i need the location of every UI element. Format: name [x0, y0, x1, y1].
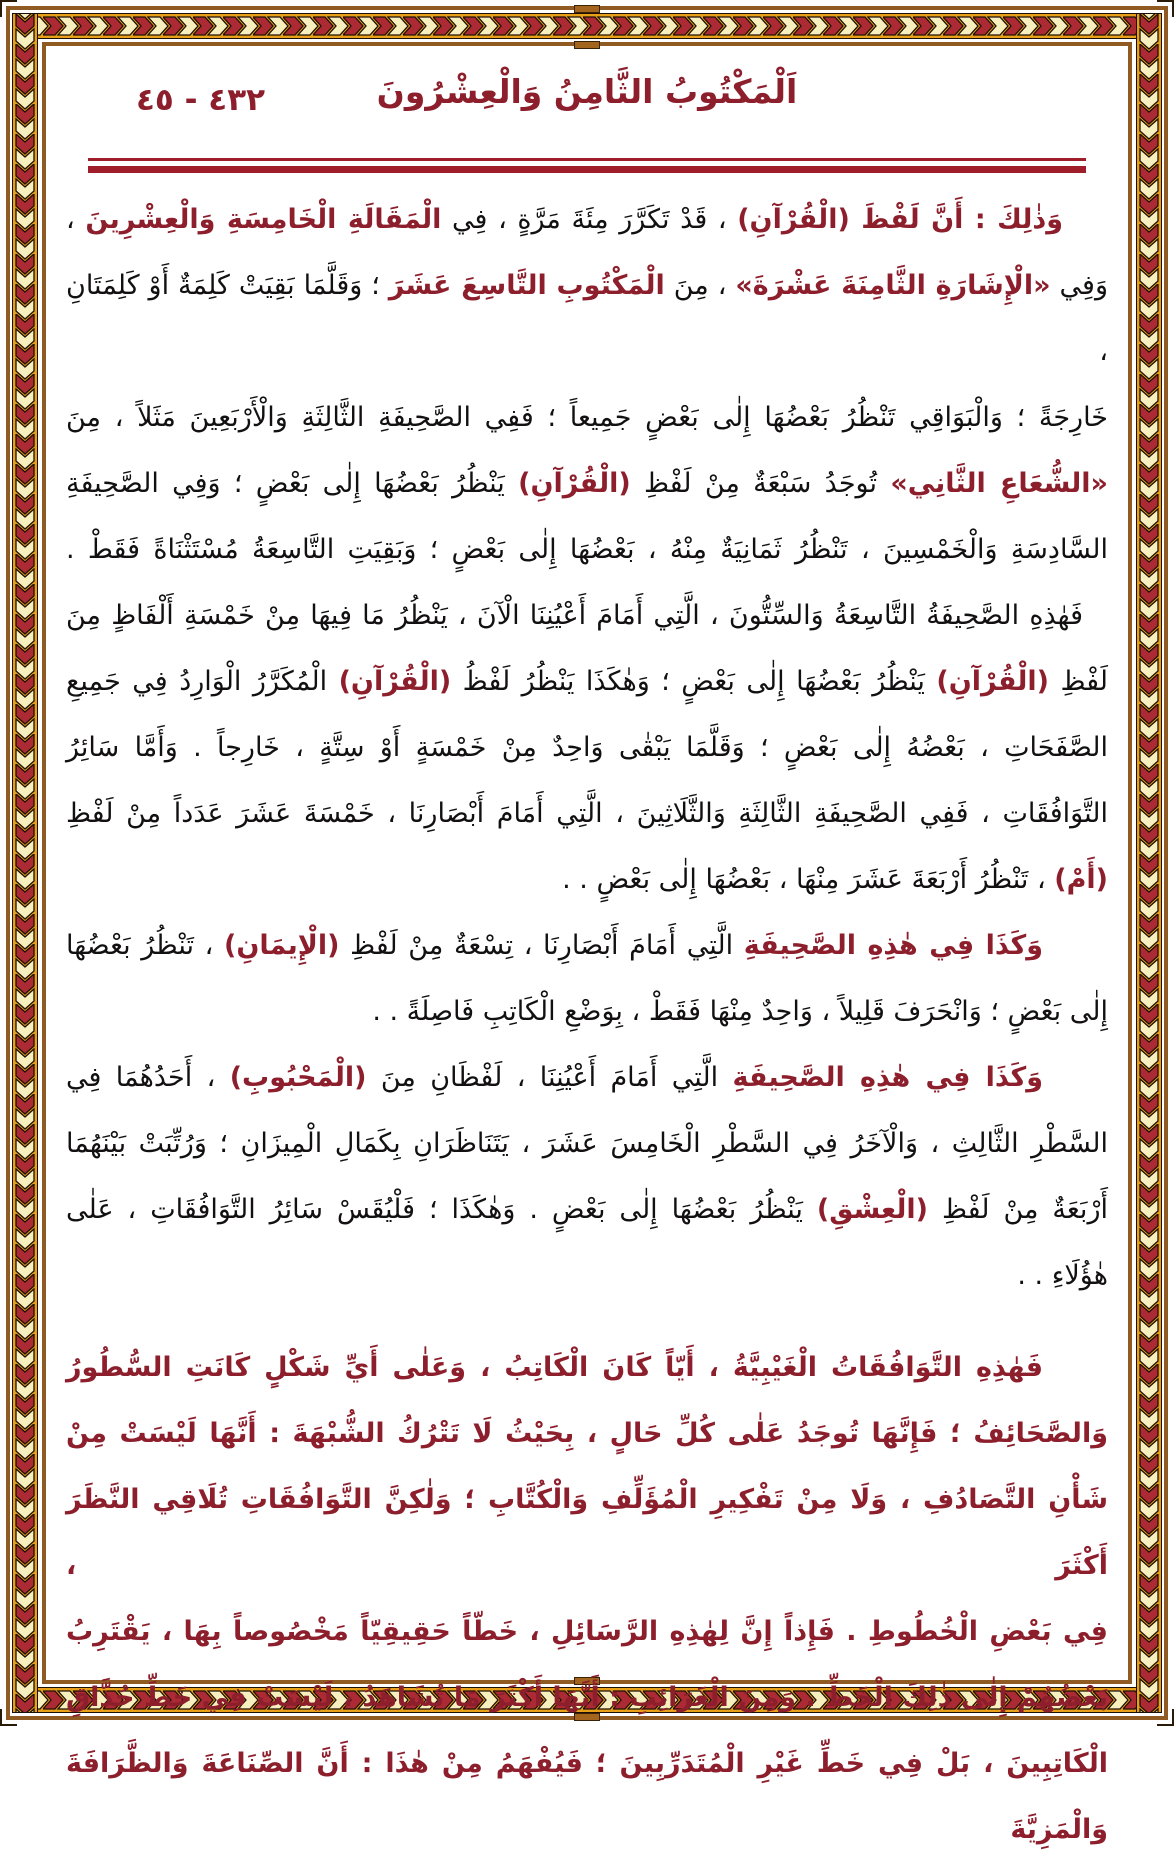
text-line [66, 1665, 1108, 1731]
highlighted-phrase: (الْإِيمَانِ) [224, 930, 340, 961]
body-phrase: ، قَدْ تَكَرَّرَ مِئَةَ مَرَّةٍ ، فِي [441, 204, 738, 235]
text-line [66, 451, 1108, 517]
text-line [66, 979, 1108, 1045]
page-numbers: ٤٣٢ - ٤٥ [136, 82, 266, 118]
body-phrase: وَفِي [1050, 270, 1108, 301]
body-phrase: يَنْظُرُ بَعْضُهَا إِلٰى بَعْضٍ ؛ وَهٰكَذَا يَنْظُرُ لَفْظُ [451, 666, 937, 697]
frame-center-marker-top-outer [574, 5, 600, 13]
highlighted-phrase: فِي بَعْضِ الْخُطُوطِ . فَإِذاً إِنَّ لِهٰذِهِ الرَّسَائِلِ ، خَطّاً حَقِيقِيّاً مَخْصُوصاً بِهَا ، يَقْتَرِبُ [66, 1616, 1108, 1647]
body-phrase: لَفْظِ [1049, 666, 1109, 697]
text-line [66, 1111, 1108, 1177]
frame-center-marker-top-inner [574, 41, 600, 49]
body-phrase: الصَّفَحَاتِ ، بَعْضُهُ إِلٰى بَعْضٍ ؛ وَقَلَّمَا يَبْقٰى وَاحِدٌ مِنْ خَمْسَةٍ أَوْ سِتَّةٍ ، خَارِجاً . وَأَمَّا سَائِرُ [66, 732, 1108, 763]
body-phrase: يَنْظُرُ بَعْضُهَا إِلٰى بَعْضٍ ؛ وَفِي الصَّحِيفَةِ [66, 468, 519, 499]
body-phrase: ، [66, 204, 86, 235]
body-phrase: ، تَنْظُرُ أَرْبَعَةَ عَشَرَ مِنْهَا ، بَعْضُهَا إِلٰى بَعْضٍ . . [562, 864, 1055, 895]
text-line [66, 715, 1108, 781]
page-header [66, 56, 1108, 148]
body-phrase: ؛ وَقَلَّمَا بَقِيَتْ كَلِمَةٌ أَوْ كَلِمَتَانِ ، [66, 270, 1108, 367]
text-line [66, 649, 1108, 715]
text-line [66, 1045, 1108, 1111]
text-line [66, 385, 1108, 451]
text-line [66, 847, 1108, 913]
highlighted-phrase: (الْعِشْقِ) [816, 1194, 929, 1225]
double-rule-divider [88, 158, 1086, 173]
text-line [66, 1467, 1108, 1599]
highlighted-phrase: وَذٰلِكَ : أَنَّ لَفْظَ (الْقُرْآنِ) [737, 204, 1063, 235]
paragraph-gap [66, 1309, 1108, 1335]
frame-chain-right-ornament [1136, 13, 1162, 1713]
highlighted-phrase: «الْإِشَارَةِ الثَّامِنَةَ عَشْرَةَ» [735, 270, 1051, 301]
text-line [66, 1243, 1108, 1309]
text-line [66, 253, 1108, 385]
body-phrase: السَّطْرِ الثَّالِثِ ، وَالْآخَرُ فِي السَّطْرِ الْخَامِسَ عَشَرَ ، يَتَنَاظَرَانِ بِكَمَالِ الْمِيزَانِ ؛ وَرُتِّبَتْ بَيْنَهُمَا [66, 1128, 1108, 1159]
highlighted-phrase: (الْقُرْآنِ) [338, 666, 452, 697]
highlighted-phrase: (الْقُرْآنِ) [518, 468, 631, 499]
highlighted-phrase: الْمَقَالَةِ الْخَامِسَةِ وَالْعِشْرِينَ [85, 204, 442, 235]
page-title: اَلْمَكْتُوبُ الثَّامِنُ وَالْعِشْرُونَ [376, 72, 798, 111]
frame-chain-top-ornament [12, 13, 1162, 39]
rule-thick-line [88, 166, 1086, 173]
body-phrase: فَهٰذِهِ الصَّحِيفَةُ التَّاسِعَةُ وَالسِّتُّونَ ، الَّتِي أَمَامَ أَعْيُنِنَا الْآنَ ، يَنْظُرُ مَا فِيهَا مِنْ خَمْسَةِ أَلْفَاظٍ مِنَ [66, 600, 1083, 631]
text-line [66, 187, 1108, 253]
body-phrase: إِلٰى بَعْضٍ ؛ وَانْحَرَفَ قَلِيلاً ، وَاحِدٌ مِنْهَا فَقَطْ ، بِوَضْعِ الْكَاتِبِ فَاصِلَةً . . [372, 996, 1108, 1027]
highlighted-phrase: (أَمْ) [1054, 864, 1108, 895]
text-line [66, 1599, 1108, 1665]
highlighted-phrase: (الْقُرْآنِ) [936, 666, 1050, 697]
text-line [66, 781, 1108, 847]
body-phrase: ، أَحَدُهُمَا فِي [66, 1062, 230, 1093]
body-phrase: هٰؤُلَاءِ . . [1017, 1260, 1108, 1291]
highlighted-phrase: «الشُّعَاعِ الثَّانِي» [890, 468, 1109, 499]
highlighted-phrase: (الْمَحْبُوبِ) [229, 1062, 367, 1093]
text-line [66, 1177, 1108, 1243]
text-line [66, 583, 1108, 649]
body-phrase: يَنْظُرُ بَعْضُهَا إِلٰى بَعْضٍ . وَهٰكَذَا ؛ فَلْيُقَسْ سَائِرُ التَّوَافُقَاتِ ، عَلٰى [66, 1194, 817, 1225]
body-phrase: الْمُكَرَّرُ الْوَارِدُ فِي جَمِيعِ [66, 666, 339, 697]
body-phrase: تُوجَدُ سَبْعَةٌ مِنْ لَفْظِ [630, 468, 891, 499]
highlighted-phrase: وَكَذَا فِي هٰذِهِ الصَّحِيفَةِ [732, 1062, 1043, 1093]
text-line [66, 913, 1108, 979]
body-phrase: أَرْبَعَةٌ مِنْ لَفْظِ [928, 1194, 1108, 1225]
body-phrase: ، تَنْظُرُ بَعْضُهَا [66, 930, 224, 961]
text-line [66, 1731, 1108, 1863]
body-phrase: خَارِجَةً ؛ وَالْبَوَاقِي تَنْظُرُ بَعْضُهَا إِلٰى بَعْضٍ جَمِيعاً ؛ فَفِي الصَّحِيفَةِ الثَّالِثَةِ وَالْأَرْبَعِينَ مَثَلاً ، مِنَ [66, 402, 1108, 433]
highlighted-phrase: وَكَذَا فِي هٰذِهِ الصَّحِيفَةِ [743, 930, 1044, 961]
body-text [66, 187, 1108, 1863]
text-line [66, 517, 1108, 583]
highlighted-phrase: الْمَكْتُوبِ التَّاسِعَ عَشَرَ [388, 270, 665, 301]
page-content [66, 56, 1108, 1863]
text-line [66, 1401, 1108, 1467]
body-phrase: ، مِنَ [664, 270, 736, 301]
highlighted-phrase: الْكَاتِبِينَ ، بَلْ فِي خَطِّ غَيْرِ الْمُتَدَرِّبِينَ ؛ فَيُفْهَمُ مِنْ هٰذَا : أَنَّ الصِّنَاعَةَ وَالظَّرَافَةَ وَالْمَزِيَّةَ [66, 1748, 1108, 1845]
body-phrase: الَّتِي أَمَامَ أَعْيُنِنَا ، لَفْظَانِ مِنَ [366, 1062, 733, 1093]
frame-chain-left-ornament [12, 13, 38, 1713]
body-phrase: الَّتِي أَمَامَ أَبْصَارِنَا ، تِسْعَةٌ مِنْ لَفْظِ [339, 930, 744, 961]
text-line [66, 1335, 1108, 1401]
highlighted-phrase: فَهٰذِهِ التَّوَافُقَاتُ الْغَيْبِيَّةُ ، أَيّاً كَانَ الْكَاتِبُ ، وَعَلٰى أَيِّ شَكْلٍ كَانَتِ السُّطُورُ [66, 1352, 1043, 1383]
highlighted-phrase: وَالصَّحَائِفُ ؛ فَإِنَّهَا تُوجَدُ عَلٰى كُلِّ حَالٍ ، بِحَيْثُ لَا تَتْرُكُ الشُّبْهَةَ : أَنَّهَا لَيْسَتْ مِنْ [66, 1418, 1108, 1449]
highlighted-phrase: شَأْنِ التَّصَادُفِ ، وَلَا مِنْ تَفْكِيرِ الْمُؤَلِّفِ وَالْكُتَّابِ ؛ وَلٰكِنَّ التَّوَافُقَاتِ تُلَاقِي النَّظَرَ أَكْثَرَ ، [66, 1484, 1108, 1581]
body-phrase: التَّوَافُقَاتِ ، فَفِي الصَّحِيفَةِ الثَّالِثَةِ وَالثَّلَاثِينَ ، الَّتِي أَمَامَ أَبْصَارِنَا ، خَمْسَةَ عَشَرَ عَدَداً مِنْ لَفْظِ [66, 798, 1108, 829]
body-phrase: السَّادِسَةِ وَالْخَمْسِينَ ، تَنْظُرُ ثَمَانِيَةٌ مِنْهُ ، بَعْضُهَا إِلٰى بَعْضٍ ؛ وَبَقِيَتِ التَّاسِعَةُ مُسْتَثْنَاةً فَقَطْ . [66, 534, 1108, 565]
highlighted-phrase: بَعْضُهُمْ إِلٰى ذٰلِكَ الْخَطِّ . وَمِنَ الْغَرَائِبِ : أَنَّهَا أَكْثَرَ مَا تُشَاهَدُ ، لَيْسَتْ فِي خَطِّ حُذَّاقِ [66, 1682, 1108, 1713]
